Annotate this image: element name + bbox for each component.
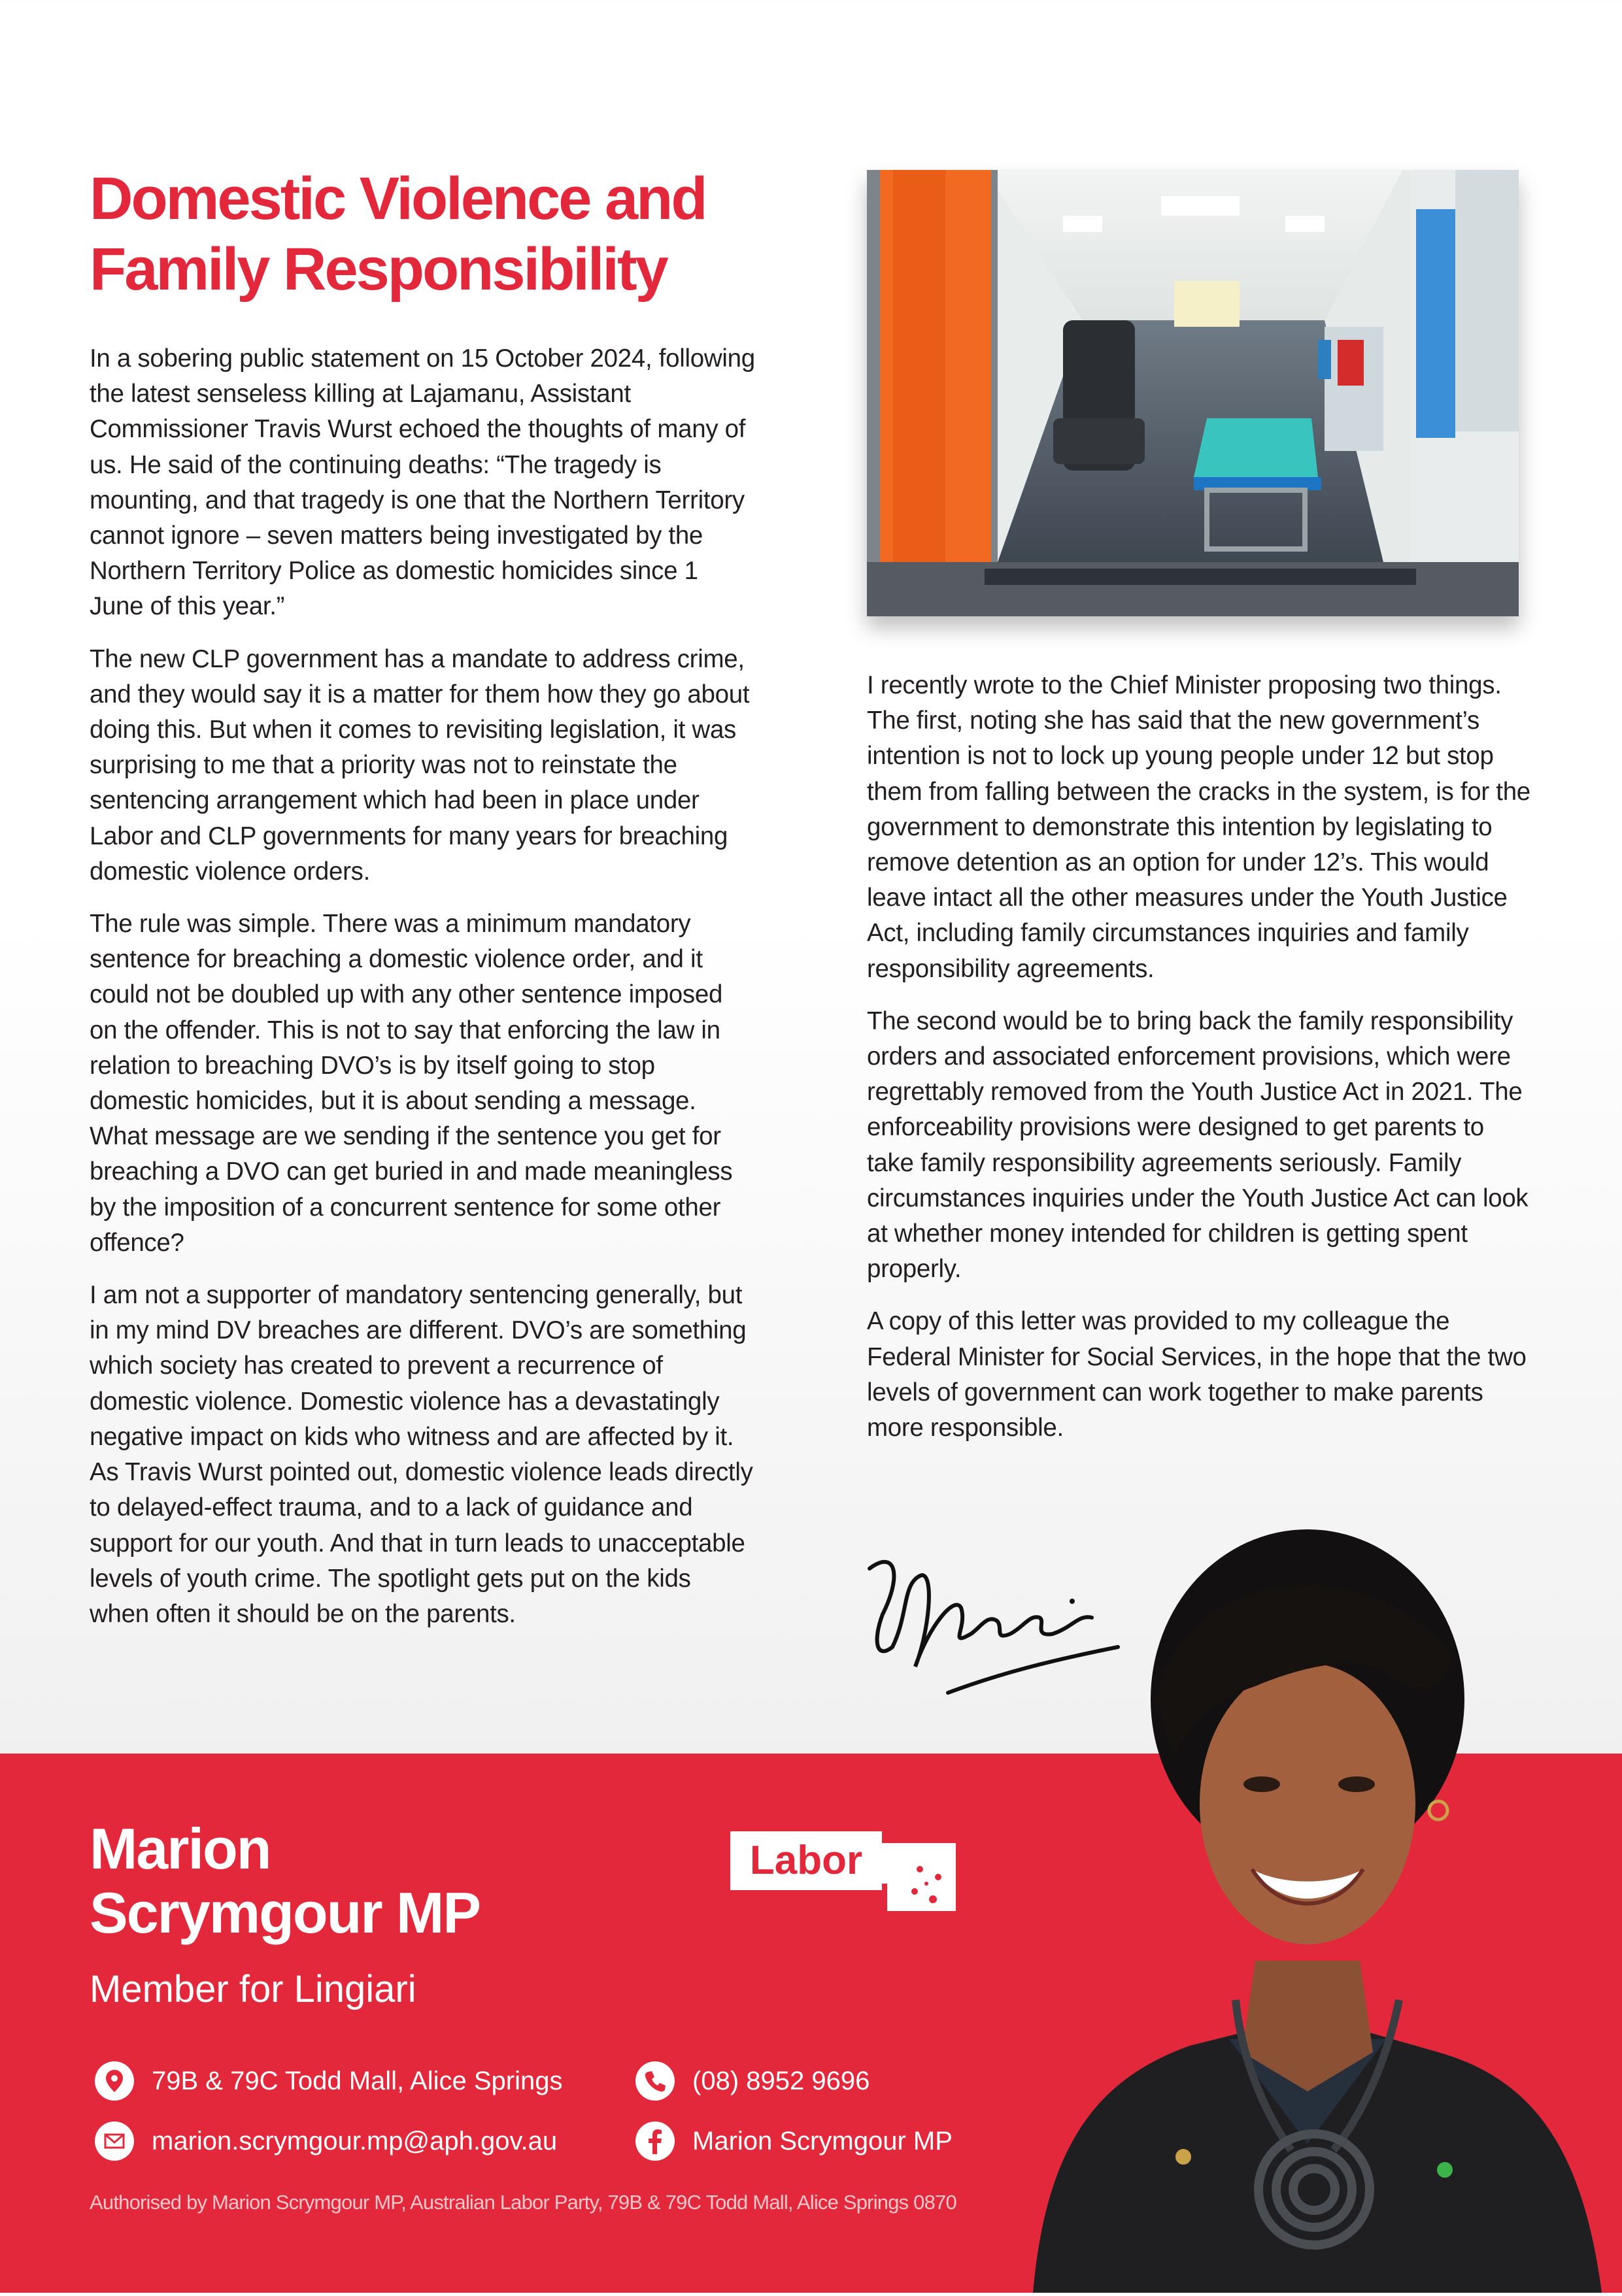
article-title	[90, 163, 822, 305]
facebook-link[interactable]: Marion Scrymgour MP	[692, 2127, 953, 2155]
address-text: 79B & 79C Todd Mall, Alice Springs	[152, 2067, 563, 2095]
right-column	[867, 668, 1534, 1463]
left-column	[90, 341, 756, 1649]
email-link[interactable]: marion.scrymgour.mp@aph.gov.au	[152, 2127, 558, 2155]
paragraph: The rule was simple. There was a minimum mandatory sentence for breaching a domestic violence order, and it could not be doubled up with any other sentence imposed on the offender. This is not to say that enforcing the law in relation to breaching DVO’s is by itself going to stop domestic homicides, but it is about sending a message. What message are we sending if the sentence you get for breaching a DVO can get buried in and made meaningless by the imposition of a concurrent sentence for some other offence?	[90, 910, 733, 1257]
ambulance-illustration	[867, 170, 1519, 616]
name-line-2: Scrymgour MP	[90, 1880, 481, 1945]
paragraph: The second would be to bring back the family responsibility orders and associated enforcement provisions, which were regrettably removed from the Youth Justice Act in 2021. The enforceability provisions were designed to get parents to take family responsibility agreements seriously. Family circumstances inquiries under the Youth Justice Act can look at whether money intended for children is getting spent properly.	[867, 1007, 1529, 1284]
paragraph: In a sobering public statement on 15 October 2024, following the latest senseless killing at Lajamanu, Assistant Commissioner Travis Wurst echoed the thoughts of many of us. He said of the continuing deaths: “The tragedy is mounting, and that tragedy is one that the Northern Territory cannot ignore – seven matters being investigated by the Northern Territory Police as domestic homicides since 1 June of this year.”	[90, 344, 755, 621]
labor-logo	[730, 1831, 956, 1911]
logo-text: Labor	[730, 1831, 882, 1890]
paragraph: I recently wrote to the Chief Minister proposing two things. The first, noting she has said that the new government’s intention is not to lock up young people under 12 but stop them from falling between the cracks in the system, is for the government to demonstrate this intention by legislating to remove detention as an option for under 12’s. This would leave intact all the other measures under the Youth Justice Act, including family circumstances inquiries and family responsibility agreements.	[867, 671, 1530, 983]
facebook-icon	[635, 2121, 675, 2161]
member-portrait	[994, 1503, 1622, 2293]
southern-cross-icon	[875, 1843, 956, 1911]
name-line-1: Marion	[90, 1816, 271, 1881]
email-icon	[95, 2121, 134, 2161]
location-pin-icon	[95, 2061, 134, 2101]
authorisation-statement: Authorised by Marion Scrymgour MP, Australian Labor Party, 79B & 79C Todd Mall, Alice Springs 0870	[90, 2191, 956, 2214]
paragraph: I am not a supporter of mandatory sentencing generally, but in my mind DV breaches are different. DVO’s are something which society has created to prevent a recurrence of domestic violence. Domestic violence has a devastatingly negative impact on kids who witness and are affected by it. As Travis Wurst pointed out, domestic violence leads directly to delayed-effect trauma, and to a lack of guidance and support for our youth. And that in turn leads to unacceptable levels of youth crime. The spotlight gets put on the kids when often it should be on the parents.	[90, 1281, 753, 1628]
phone-icon	[635, 2061, 675, 2101]
title-line-2: Family Responsibility	[90, 236, 667, 303]
paragraph: A copy of this letter was provided to my colleague the Federal Minister for Social Services, in the hope that the two levels of government can work together to make parents more responsible.	[867, 1307, 1527, 1442]
member-name	[90, 1817, 480, 1945]
title-line-1: Domestic Violence and	[90, 165, 706, 232]
member-role: Member for Lingiari	[90, 1968, 416, 2010]
phone-link[interactable]: (08) 8952 9696	[692, 2067, 870, 2095]
paragraph: The new CLP government has a mandate to address crime, and they would say it is a matter for them how they go about doing this. But when it comes to revisiting legislation, it was surprising to me that a priority was not to reinstate the sentencing arrangement which had been in place under Labor and CLP governments for many years for breaching domestic violence orders.	[90, 644, 750, 886]
ambulance-interior-photo	[867, 170, 1519, 616]
